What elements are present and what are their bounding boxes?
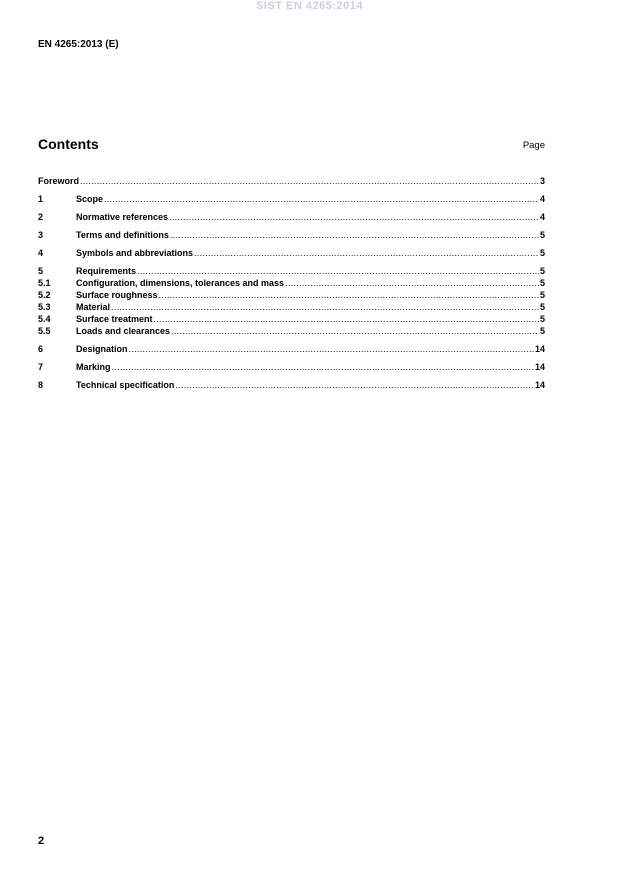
toc-entry-title: Surface treatment [76,314,153,324]
toc-entry-title: Material [76,302,111,312]
toc-entry-number: 5 [38,266,44,276]
toc-entry-page: 5 [539,266,545,276]
toc-leader-dots [194,247,539,259]
table-of-contents [38,175,545,391]
toc-entry-symbols-and-abbreviations[interactable] [38,247,545,259]
toc-entry-number: 4 [38,248,44,258]
toc-entry-surface-treatment[interactable] [38,313,545,325]
page-number: 2 [38,835,45,847]
toc-entry-page: 5 [539,278,545,288]
toc-entry-number: 5.5 [38,326,51,336]
toc-entry-number: 5.4 [38,314,51,324]
toc-entry-requirements[interactable] [38,265,545,277]
toc-leader-dots [154,313,539,325]
toc-entry-number: 3 [38,230,44,240]
watermark: SIST EN 4265:2014 [256,0,363,12]
toc-entry-number: 5.3 [38,302,51,312]
toc-entry-designation[interactable] [38,343,545,355]
toc-leader-dots [104,193,539,205]
toc-entry-surface-roughness[interactable] [38,289,545,301]
toc-entry-page: 4 [539,212,545,222]
toc-leader-dots [111,301,539,313]
toc-entry-title: Configuration, dimensions, tolerances and mass [76,278,285,288]
toc-entry-title: Marking [76,362,111,372]
toc-leader-dots [112,361,534,373]
toc-entry-technical-specification[interactable] [38,379,545,391]
toc-entry-title: Symbols and abbreviations [76,248,194,258]
toc-entry-title: Terms and definitions [76,230,169,240]
toc-entry-normative-references[interactable] [38,211,545,223]
toc-entry-number: 5.2 [38,290,51,300]
toc-entry-page: 5 [539,230,545,240]
toc-entry-page: 3 [539,176,545,186]
toc-entry-title: Requirements [76,266,137,276]
toc-leader-dots [129,343,534,355]
toc-entry-title: Loads and clearances [76,326,171,336]
toc-entry-title: Designation [76,344,128,354]
toc-leader-dots [285,277,539,289]
toc-entry-loads-and-clearances[interactable] [38,325,545,337]
page-column-label: Page [522,140,545,151]
toc-entry-page: 14 [534,380,545,390]
toc-leader-dots [170,229,539,241]
toc-entry-page: 5 [539,314,545,324]
toc-entry-page: 5 [539,248,545,258]
toc-leader-dots [175,379,534,391]
toc-entry-page: 14 [534,344,545,354]
toc-leader-dots [137,265,539,277]
toc-entry-page: 5 [539,302,545,312]
toc-entry-configuration-dimensions[interactable] [38,277,545,289]
toc-leader-dots [169,211,539,223]
toc-entry-marking[interactable] [38,361,545,373]
toc-entry-title: Normative references [76,212,169,222]
toc-entry-page: 5 [539,326,545,336]
toc-entry-title: Technical specification [76,380,175,390]
toc-entry-title: Foreword [38,176,80,186]
toc-entry-number: 6 [38,344,44,354]
toc-entry-foreword[interactable] [38,175,545,187]
toc-leader-dots [159,289,539,301]
toc-entry-number: 7 [38,362,44,372]
toc-entry-number: 5.1 [38,278,51,288]
toc-entry-title: Surface roughness [76,290,158,300]
toc-entry-number: 2 [38,212,44,222]
toc-entry-page: 5 [539,290,545,300]
toc-leader-dots [80,175,539,187]
toc-entry-number: 8 [38,380,44,390]
document-id: EN 4265:2013 (E) [38,39,119,50]
toc-entry-scope[interactable] [38,193,545,205]
contents-heading: Contents [38,136,99,152]
toc-entry-material[interactable] [38,301,545,313]
toc-entry-number: 1 [38,194,44,204]
toc-entry-terms-and-definitions[interactable] [38,229,545,241]
toc-leader-dots [171,325,539,337]
toc-entry-title: Scope [76,194,104,204]
toc-entry-page: 4 [539,194,545,204]
toc-entry-page: 14 [534,362,545,372]
